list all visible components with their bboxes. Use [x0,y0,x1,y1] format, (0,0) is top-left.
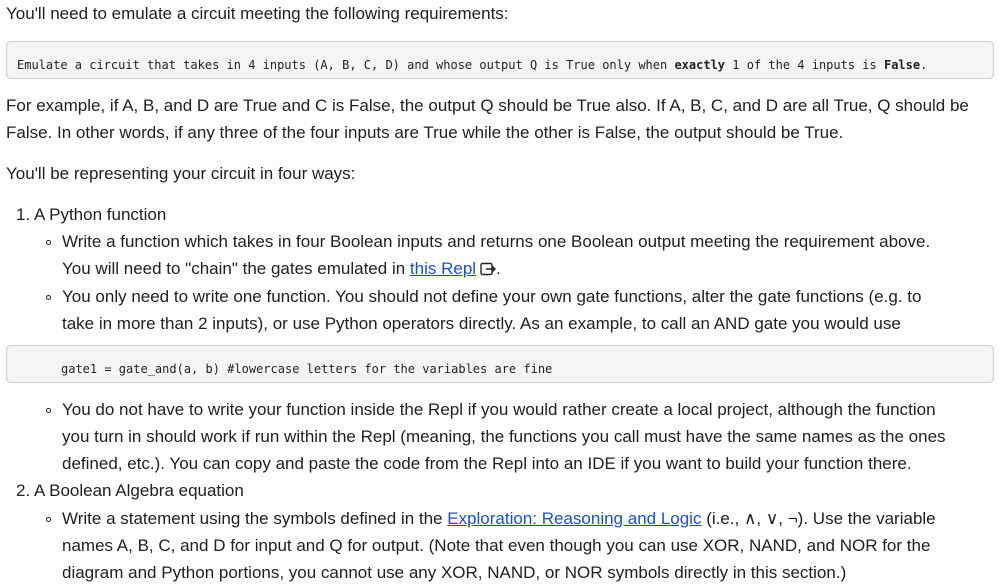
bullet-icon [46,240,51,245]
exploration-reasoning-logic-link[interactable]: Exploration: Reasoning and Logic [447,509,702,528]
bullet-4-line-3: diagram and Python portions, you cannot use any XOR, NAND, or NOR symbols directly in this section.) [62,563,847,582]
this-repl-link[interactable]: this Repl [409,259,477,278]
list-item-boolean-algebra: A Boolean Algebra equation [34,481,244,500]
external-link-icon[interactable] [480,262,496,276]
bullet-3-line-2: you turn in should work if run within the Repl (meaning, the functions you call must have the same names as the ones [62,427,946,446]
bullet-2-line-2: take in more than 2 inputs), or use Python operators directly. As an example, to call an AND gate you would use [62,314,901,333]
list-number-1: 1. [16,205,31,224]
bullet-icon [46,408,51,413]
bullet-1-line-2: You will need to "chain" the gates emulated in this Repl . [62,259,501,278]
bullet-1-line-1: Write a function which takes in four Boolean inputs and returns one Boolean output meeting the requirement above. [62,232,931,251]
bullet-icon [46,517,51,522]
bullet-3-line-3: defined, etc.). You can copy and paste the code from the Repl into an IDE if you want to build your function there. [62,454,912,473]
bullet-4-line-2: names A, B, C, and D for input and Q for output. (Note that even though you can use XOR, NAND, and NOR for the [62,536,931,555]
list-item-python-function: A Python function [34,205,167,224]
bullet-2-line-1: You only need to write one function. You should not define your own gate functions, alter the gate functions (e.g. to [62,287,922,306]
bullet-icon [46,295,51,300]
bullet-4-line-1: Write a statement using the symbols defined in the Exploration: Reasoning and Logic (i.e., ∧, ∨, ¬). Use the variable [62,509,936,528]
intro-text: You'll need to emulate a circuit meeting the following requirements: [6,4,509,23]
requirement-code-block: Emulate a circuit that takes in 4 inputs (A, B, C, D) and whose output Q is True only when exactly 1 of the 4 inputs is False. [6,41,994,79]
example-line-1: For example, if A, B, and D are True and C is False, the output Q should be True also. If A, B, C, and D are all True, Q should be [6,96,969,115]
gate-example-code-block: gate1 = gate_and(a, b) #lowercase letters for the variables are fine [6,345,994,383]
bold-false: False [883,58,921,72]
representing-text: You'll be representing your circuit in four ways: [6,164,356,183]
bold-exactly: exactly [674,58,726,72]
bullet-3-line-1: You do not have to write your function inside the Repl if you would rather create a local project, although the function [62,400,936,419]
list-number-2: 2. [16,481,31,500]
example-line-2: False. In other words, if any three of the four inputs are True while the other is False, the output should be True. [6,123,844,142]
